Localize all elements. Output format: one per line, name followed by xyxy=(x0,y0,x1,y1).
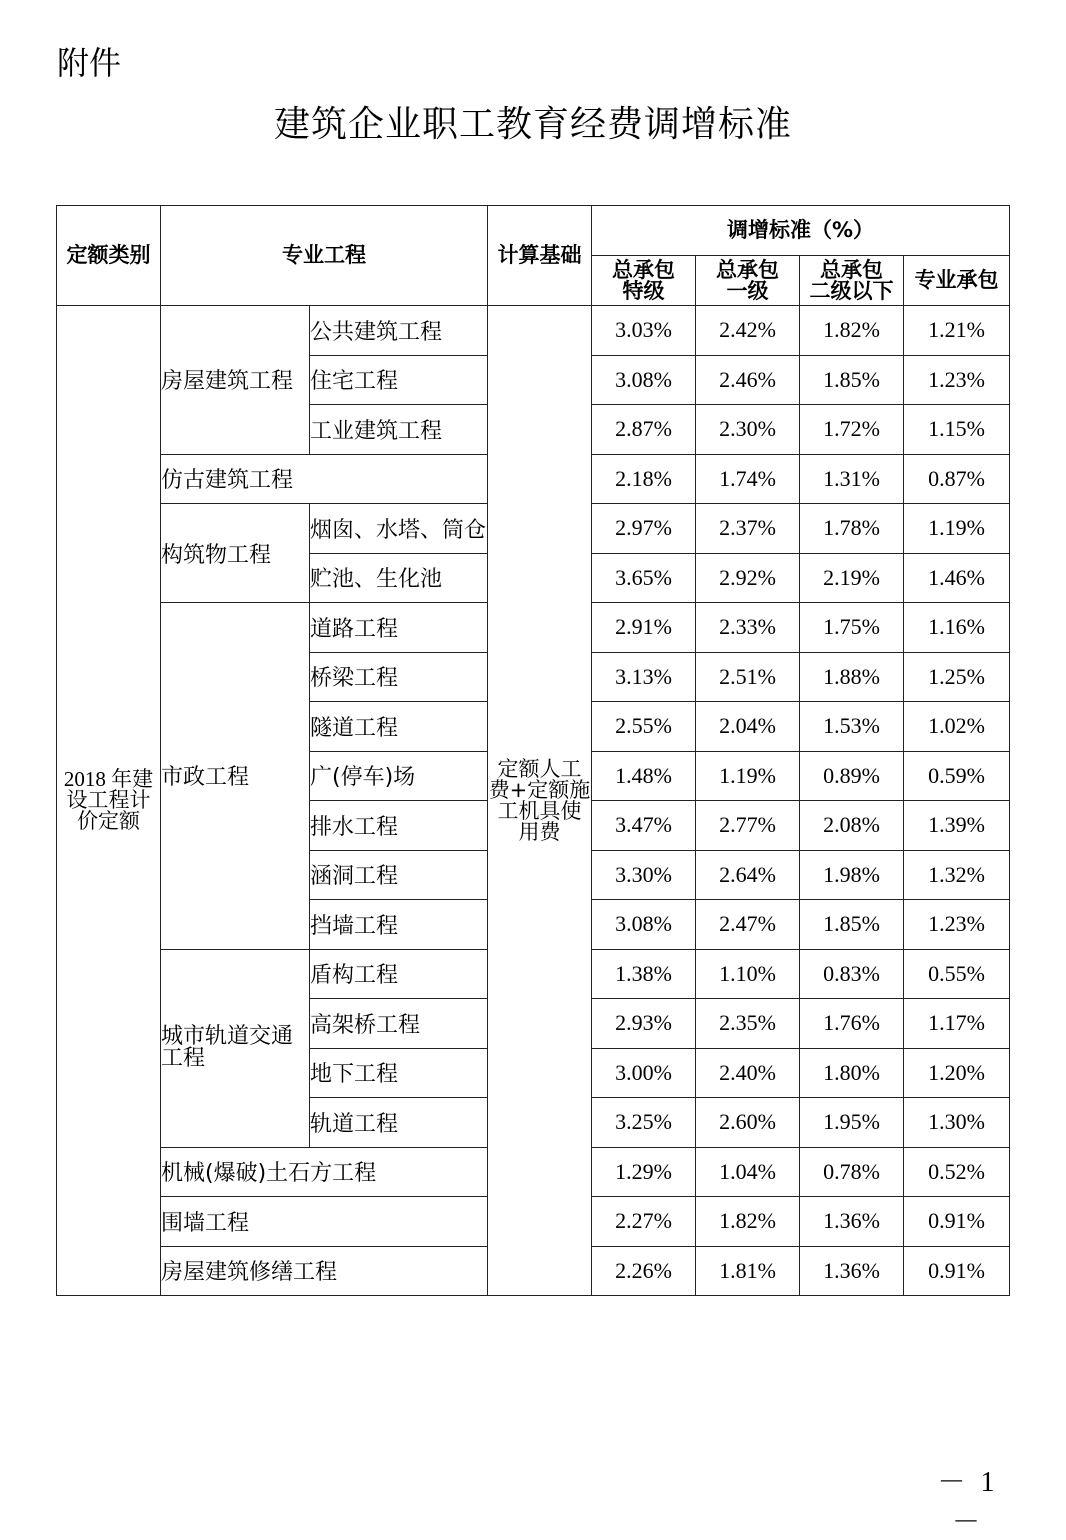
value-cell: 0.87% xyxy=(904,454,1010,504)
value-cell: 3.08% xyxy=(592,900,696,950)
value-cell: 2.30% xyxy=(696,405,800,455)
value-cell: 2.60% xyxy=(696,1098,800,1148)
group-wall: 围墙工程 xyxy=(161,1197,488,1247)
sub-item: 地下工程 xyxy=(310,1048,488,1098)
value-cell: 1.53% xyxy=(800,702,904,752)
value-cell: 1.88% xyxy=(800,652,904,702)
value-cell: 1.39% xyxy=(904,801,1010,851)
group-house: 房屋建筑工程 xyxy=(161,306,310,455)
sub-item: 挡墙工程 xyxy=(310,900,488,950)
basis-cell: 定额人工费+定额施工机具使用费 xyxy=(488,306,592,1296)
value-cell: 3.00% xyxy=(592,1048,696,1098)
sub-item: 涵洞工程 xyxy=(310,850,488,900)
value-cell: 2.64% xyxy=(696,850,800,900)
value-cell: 1.78% xyxy=(800,504,904,554)
value-cell: 1.95% xyxy=(800,1098,904,1148)
attachment-label: 附件 xyxy=(57,44,122,82)
sub-item: 轨道工程 xyxy=(310,1098,488,1148)
header-general-special: 总承包 特级 xyxy=(592,256,696,306)
value-cell: 2.33% xyxy=(696,603,800,653)
value-cell: 0.91% xyxy=(904,1246,1010,1296)
value-cell: 1.80% xyxy=(800,1048,904,1098)
value-cell: 0.91% xyxy=(904,1197,1010,1247)
sub-item: 排水工程 xyxy=(310,801,488,851)
group-antique: 仿古建筑工程 xyxy=(161,454,488,504)
value-cell: 1.85% xyxy=(800,900,904,950)
value-cell: 1.36% xyxy=(800,1246,904,1296)
header-category: 定额类别 xyxy=(57,206,161,306)
sub-item: 桥梁工程 xyxy=(310,652,488,702)
value-cell: 1.81% xyxy=(696,1246,800,1296)
category-cell: 2018 年建设工程计价定额 xyxy=(57,306,161,1296)
group-transit: 城市轨道交通工程 xyxy=(161,949,310,1147)
value-cell: 3.13% xyxy=(592,652,696,702)
sub-item: 高架桥工程 xyxy=(310,999,488,1049)
standards-table xyxy=(56,205,1010,1296)
value-cell: 2.51% xyxy=(696,652,800,702)
value-cell: 1.16% xyxy=(904,603,1010,653)
header-basis: 计算基础 xyxy=(488,206,592,306)
sub-item: 道路工程 xyxy=(310,603,488,653)
value-cell: 0.55% xyxy=(904,949,1010,999)
value-cell: 2.46% xyxy=(696,355,800,405)
sub-item: 烟囱、水塔、筒仓 xyxy=(310,504,488,554)
group-earthwork: 机械(爆破)土石方工程 xyxy=(161,1147,488,1197)
value-cell: 2.18% xyxy=(592,454,696,504)
value-cell: 1.31% xyxy=(800,454,904,504)
group-repair: 房屋建筑修缮工程 xyxy=(161,1246,488,1296)
header-specialty: 专业工程 xyxy=(161,206,488,306)
value-cell: 1.75% xyxy=(800,603,904,653)
value-cell: 1.23% xyxy=(904,355,1010,405)
value-cell: 2.47% xyxy=(696,900,800,950)
value-cell: 2.92% xyxy=(696,553,800,603)
value-cell: 1.38% xyxy=(592,949,696,999)
sub-item: 盾构工程 xyxy=(310,949,488,999)
header-general-first: 总承包 一级 xyxy=(696,256,800,306)
value-cell: 3.30% xyxy=(592,850,696,900)
value-cell: 0.52% xyxy=(904,1147,1010,1197)
value-cell: 2.93% xyxy=(592,999,696,1049)
value-cell: 1.46% xyxy=(904,553,1010,603)
value-cell: 3.65% xyxy=(592,553,696,603)
value-cell: 3.25% xyxy=(592,1098,696,1148)
value-cell: 2.77% xyxy=(696,801,800,851)
header-general-second: 总承包 二级以下 xyxy=(800,256,904,306)
value-cell: 1.19% xyxy=(696,751,800,801)
value-cell: 2.26% xyxy=(592,1246,696,1296)
value-cell: 2.97% xyxy=(592,504,696,554)
value-cell: 2.42% xyxy=(696,306,800,356)
value-cell: 1.23% xyxy=(904,900,1010,950)
value-cell: 0.78% xyxy=(800,1147,904,1197)
value-cell: 0.89% xyxy=(800,751,904,801)
value-cell: 1.82% xyxy=(696,1197,800,1247)
value-cell: 1.98% xyxy=(800,850,904,900)
sub-item: 住宅工程 xyxy=(310,355,488,405)
value-cell: 1.48% xyxy=(592,751,696,801)
value-cell: 1.74% xyxy=(696,454,800,504)
value-cell: 1.17% xyxy=(904,999,1010,1049)
sub-item: 公共建筑工程 xyxy=(310,306,488,356)
value-cell: 2.04% xyxy=(696,702,800,752)
value-cell: 1.10% xyxy=(696,949,800,999)
value-cell: 1.04% xyxy=(696,1147,800,1197)
value-cell: 1.20% xyxy=(904,1048,1010,1098)
document-title: 建筑企业职工教育经费调增标准 xyxy=(273,104,792,145)
value-cell: 0.59% xyxy=(904,751,1010,801)
value-cell: 2.27% xyxy=(592,1197,696,1247)
value-cell: 1.25% xyxy=(904,652,1010,702)
value-cell: 3.47% xyxy=(592,801,696,851)
sub-item: 工业建筑工程 xyxy=(310,405,488,455)
value-cell: 3.03% xyxy=(592,306,696,356)
value-cell: 1.30% xyxy=(904,1098,1010,1148)
value-cell: 2.08% xyxy=(800,801,904,851)
value-cell: 2.40% xyxy=(696,1048,800,1098)
value-cell: 2.55% xyxy=(592,702,696,752)
value-cell: 2.87% xyxy=(592,405,696,455)
value-cell: 1.19% xyxy=(904,504,1010,554)
value-cell: 2.37% xyxy=(696,504,800,554)
group-municipal: 市政工程 xyxy=(161,603,310,950)
value-cell: 1.02% xyxy=(904,702,1010,752)
value-cell: 0.83% xyxy=(800,949,904,999)
value-cell: 1.72% xyxy=(800,405,904,455)
value-cell: 1.76% xyxy=(800,999,904,1049)
value-cell: 1.29% xyxy=(592,1147,696,1197)
value-cell: 1.82% xyxy=(800,306,904,356)
value-cell: 3.08% xyxy=(592,355,696,405)
group-structure: 构筑物工程 xyxy=(161,504,310,603)
value-cell: 1.32% xyxy=(904,850,1010,900)
value-cell: 1.36% xyxy=(800,1197,904,1247)
sub-item: 广(停车)场 xyxy=(310,751,488,801)
value-cell: 1.15% xyxy=(904,405,1010,455)
value-cell: 2.19% xyxy=(800,553,904,603)
header-standard: 调增标准（%） xyxy=(592,206,1010,256)
header-specialty-contract: 专业承包 xyxy=(904,256,1010,306)
page-number: － 1 － xyxy=(937,1467,999,1538)
sub-item: 贮池、生化池 xyxy=(310,553,488,603)
sub-item: 隧道工程 xyxy=(310,702,488,752)
value-cell: 1.85% xyxy=(800,355,904,405)
value-cell: 2.91% xyxy=(592,603,696,653)
value-cell: 2.35% xyxy=(696,999,800,1049)
value-cell: 1.21% xyxy=(904,306,1010,356)
table-row xyxy=(57,306,1010,356)
